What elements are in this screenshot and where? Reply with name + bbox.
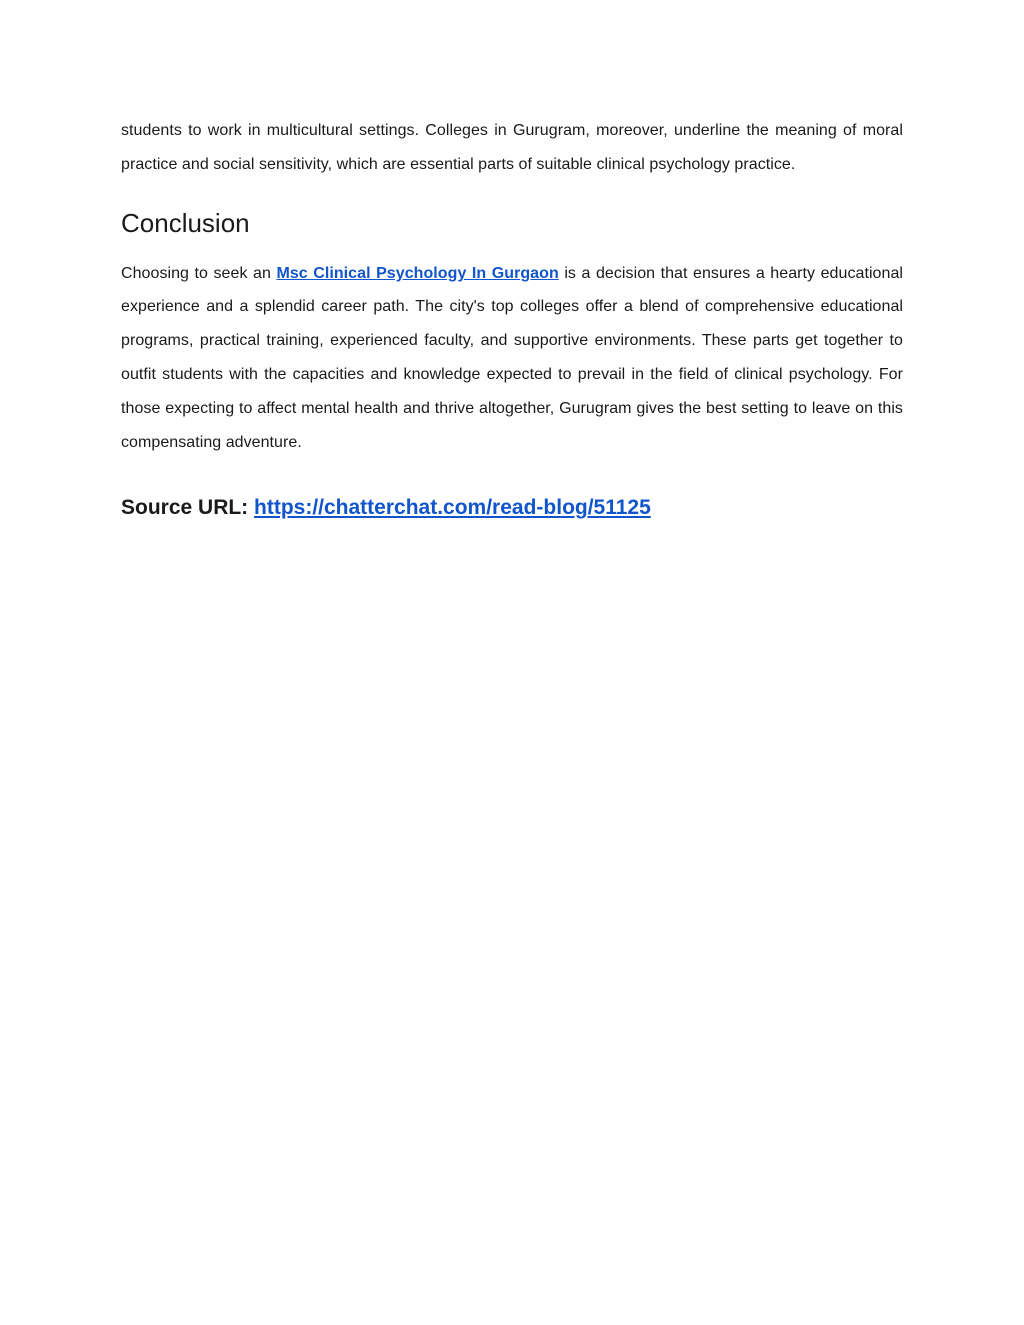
msc-clinical-psychology-link[interactable]: Msc Clinical Psychology In Gurgaon <box>276 264 559 282</box>
source-url-line <box>121 493 903 523</box>
conclusion-paragraph <box>121 257 903 460</box>
intro-paragraph: students to work in multicultural settings. Colleges in Gurugram, moreover, underline the meaning of moral practice and social sensitivity, which are essential parts of suitable clinical psychology practice. <box>121 122 903 173</box>
section-heading-conclusion: Conclusion <box>121 207 250 238</box>
source-url-label: Source URL: <box>121 496 255 520</box>
document-body <box>121 114 903 523</box>
conclusion-text-after-link: is a decision that ensures a hearty educational experience and a splendid career path. The city's top colleges offer a blend of comprehensive educational programs, practical training, experienced faculty, and supportive environments. These parts get together to outfit students with the capacities and knowledge expected to prevail in the field of clinical psychology. For those expecting to affect mental health and thrive altogether, Gurugram gives the best setting to leave on this compensating adventure. <box>121 264 903 451</box>
source-url-link[interactable]: https://chatterchat.com/read-blog/51125 <box>254 496 651 520</box>
conclusion-text-before-link: Choosing to seek an <box>121 264 277 282</box>
